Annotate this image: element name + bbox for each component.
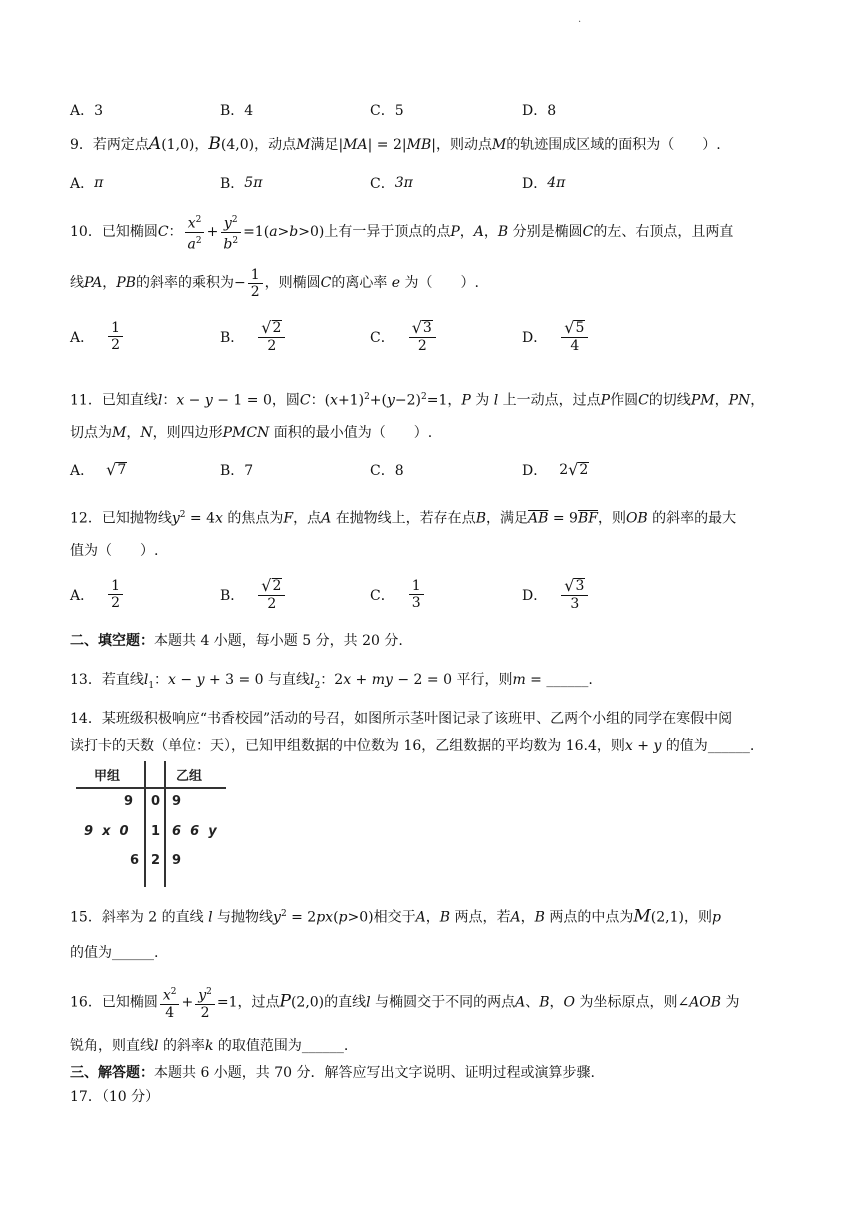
q12-question-line2: 值为（ ）. xyxy=(70,543,159,559)
q14-question-line2: 读打卡的天数（单位：天），已知甲组数据的中位数为 16，乙组数据的平均数为 16.4，则x + y 的值为______. xyxy=(70,738,755,754)
stem-leaf-row-1-right: 9 xyxy=(172,794,182,809)
stem-leaf-left-header: 甲组 xyxy=(94,769,121,784)
q12-option-c: C． $\frac{1}{3}$ xyxy=(370,578,426,611)
stem-leaf-divider-left xyxy=(144,761,146,887)
stem-leaf-row-3-right: 9 xyxy=(172,853,182,868)
stem-leaf-row-3-left: 6 xyxy=(130,853,140,868)
q17-heading: 17．（10 分） xyxy=(70,1089,160,1105)
q16-question: 16．已知椭圆 $\frac{x^2}{4}$ + $\frac{y^2}{2}$ =1，过点P(2,0)的直线l 与椭圆交于不同的两点A、B，O 为坐标原点，则∠AOB 为 xyxy=(70,984,740,1021)
stem-leaf-plot xyxy=(72,757,232,887)
q12-question: 12．已知抛物线$y^2 = 4x$ 的焦点为F，点A 在抛物线上，若存在点B，满足$\overline{AB} = 9\overline{BF}$，则OB 的斜率的最大 xyxy=(70,510,737,527)
q8-option-b: B．4 xyxy=(220,103,254,119)
q14-question: 14．某班级积极响应“书香校园”活动的号召，如图所示茎叶图记录了该班甲、乙两个小组的同学在寒假中阅 xyxy=(70,711,733,727)
q10-option-b: B． √ 2 2 xyxy=(220,320,287,354)
q10-question: 10．已知椭圆C： $\frac{x^2}{a^2}$ + $\frac{y^2}{b^2}$ =1(a>b>0)上有一异于顶点的点P，A，B 分别是椭圆C的左、右顶点，且两直 xyxy=(70,212,733,252)
q13-question: 13．若直线$l_1$：x − y + 3 = 0 与直线$l_2$：2x + my − 2 = 0 平行，则m = ______. xyxy=(70,672,593,691)
q9-question: 9．若两定点A(1,0)，B(4,0)，动点M满足|MA| = 2|MB|，则动点M的轨迹围成区域的面积为（ ）. xyxy=(70,134,721,154)
stem-leaf-row-2-right: 6 6 y xyxy=(172,824,217,839)
q11-question: 11．已知直线l：x − y − 1 = 0，圆C：$(x+1)^2+(y-2)^2=1$，P 为 l 上一动点，过点P作圆C的切线PM，PN， xyxy=(70,392,765,409)
q12-option-b: B． √ 2 2 xyxy=(220,578,287,612)
stem-leaf-row-1-left: 9 xyxy=(124,794,134,809)
q11-question-line2: 切点为M，N，则四边形PMCN 面积的最小值为（ ）. xyxy=(70,425,433,441)
q10-question-line2: 线PA，PB的斜率的乘积为− $\frac{1}{2}$ ，则椭圆C的离心率 e 为（ ）. xyxy=(70,266,479,300)
section-answer-heading: 三、解答题：本题共 6 小题，共 70 分．解答应写出文字说明、证明过程或演算步骤. xyxy=(70,1065,595,1081)
q9-option-a: A． π xyxy=(70,175,104,192)
q8-option-d: D．8 xyxy=(522,103,557,119)
q10-option-c: C． √ 3 2 xyxy=(370,320,438,354)
stem-leaf-row-1-stem: 0 xyxy=(151,794,161,809)
stem-leaf-row-2-left: 9 x 0 xyxy=(84,824,129,839)
q8-option-a: A．3 xyxy=(70,103,104,119)
q15-question-line2: 的值为______. xyxy=(70,945,159,961)
q16-question-line2: 锐角，则直线l 的斜率k 的取值范围为______. xyxy=(70,1038,349,1054)
q9-option-b: B． 5π xyxy=(220,175,263,192)
section-fill-in-heading: 二、填空题：本题共 4 小题，每小题 5 分，共 20 分. xyxy=(70,633,403,649)
header-mark: . xyxy=(578,14,582,25)
stem-leaf-row-2-stem: 1 xyxy=(151,824,161,839)
q8-option-c: C．5 xyxy=(370,103,404,119)
q10-option-a: A． $\frac{1}{2}$ xyxy=(70,320,125,353)
q12-option-d: D． √ 3 3 xyxy=(522,578,590,612)
q9-option-c: C． 3π xyxy=(370,175,413,192)
q9-option-d: D． 4π xyxy=(522,175,566,192)
q12-option-a: A． $\frac{1}{2}$ xyxy=(70,578,125,611)
q11-option-c: C．8 xyxy=(370,463,404,479)
q11-option-b: B．7 xyxy=(220,463,254,479)
q10-option-d: D． √ 5 4 xyxy=(522,320,590,354)
stem-leaf-divider-right xyxy=(164,761,166,887)
q11-option-a: A． √ 7 xyxy=(70,460,127,479)
stem-leaf-row-3-stem: 2 xyxy=(151,853,161,868)
stem-leaf-header-rule xyxy=(76,787,226,789)
q15-question: 15．斜率为 2 的直线 l 与抛物线$y^2 = 2px(p>0)$相交于A，B 两点，若A，B 两点的中点为M(2,1)，则p xyxy=(70,906,721,927)
stem-leaf-right-header: 乙组 xyxy=(176,769,203,784)
q11-option-d: D． 2 √ 2 xyxy=(522,460,589,479)
